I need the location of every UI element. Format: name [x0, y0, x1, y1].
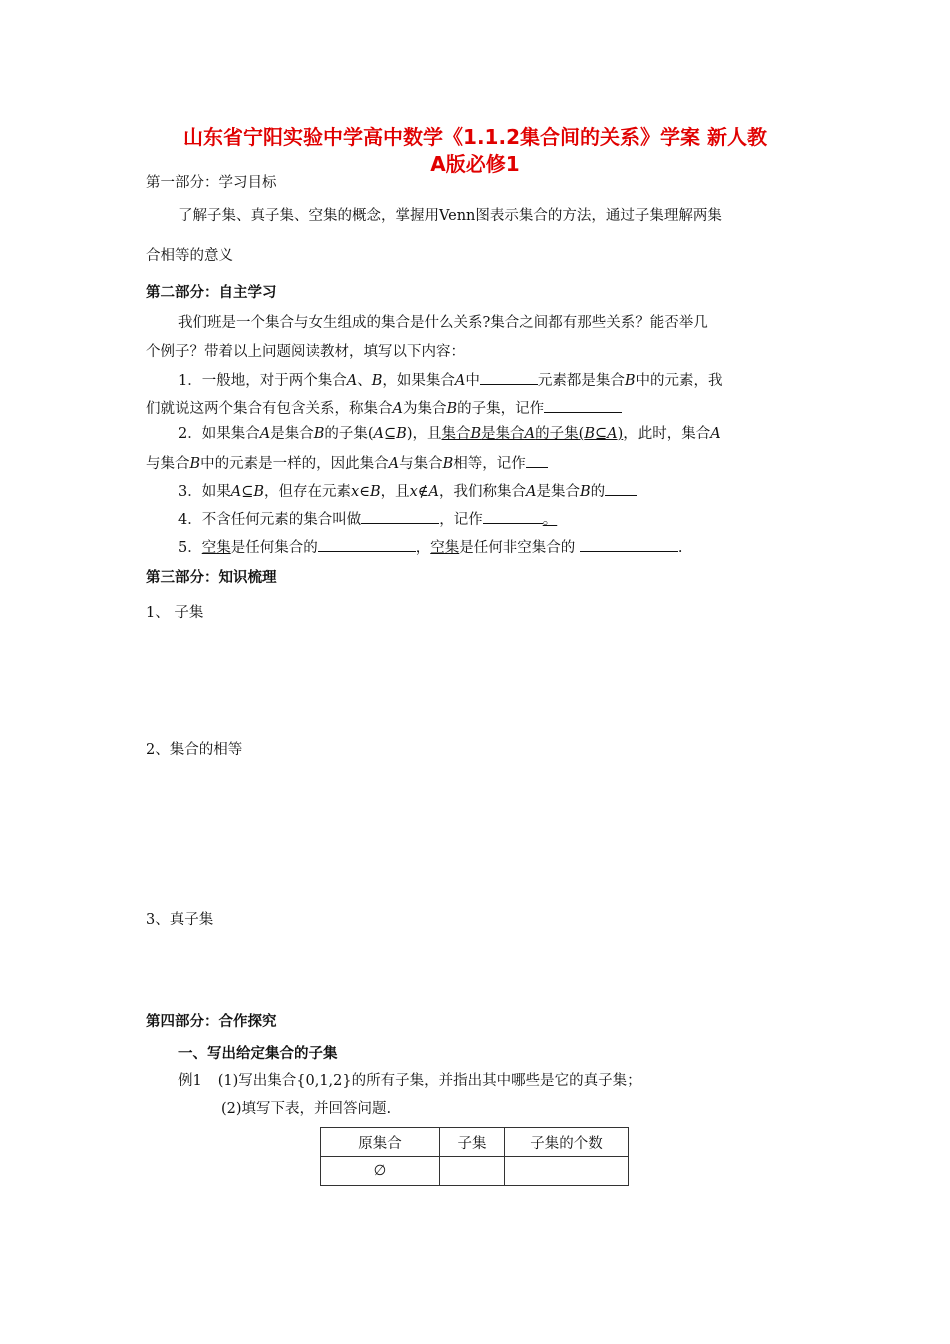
fill-blank[interactable] [361, 508, 439, 524]
fill-blank[interactable] [318, 536, 416, 552]
part2-intro-line1: 我们班是一个集合与女生组成的集合是什么关系?集合之间都有那些关系？能否举几 [178, 315, 708, 331]
part1-text-line2: 合相等的意义 [146, 248, 233, 264]
part3-heading: 第三部分：知识梳理 [146, 570, 277, 586]
part4-heading: 第四部分：合作探究 [146, 1014, 277, 1030]
fill-blank[interactable] [605, 480, 637, 496]
item5-line: 5．空集是任何集合的 ，空集是任何非空集合的 . [178, 536, 682, 558]
document-title-line1: 山东省宁阳实验中学高中数学《1.1.2集合间的关系》学案 新人教 [183, 125, 767, 149]
part3-proper-subset: 3、真子集 [146, 912, 214, 928]
table-cell[interactable] [440, 1157, 505, 1186]
table-cell: ∅ [321, 1157, 440, 1186]
example1-line2: (2)填写下表，并回答问题. [221, 1101, 392, 1117]
part1-text-line1: 了解子集、真子集、空集的概念，掌握用Venn图表示集合的方法，通过子集理解两集 [178, 208, 722, 224]
item2-line2: 与集合B中的元素是一样的，因此集合A与集合B相等，记作 [146, 452, 548, 474]
item2-line1: 2．如果集合A是集合B的子集(A⊆B)，且集合B是集合A的子集(B⊆A)，此时，集合A [178, 426, 721, 442]
part2-intro-line2: 个例子？带着以上问题阅读教材，填写以下内容： [146, 344, 465, 360]
subset-table [320, 1127, 629, 1186]
part4-subheading: 一、写出给定集合的子集 [178, 1046, 338, 1062]
item3-line: 3．如果A⊆B，但存在元素x∈B，且x∉A，我们称集合A是集合B的 [178, 480, 637, 502]
table-cell[interactable] [505, 1157, 629, 1186]
table-row [321, 1157, 629, 1186]
part3-equality: 2、集合的相等 [146, 742, 243, 758]
fill-blank[interactable] [580, 536, 678, 552]
part3-subset: 1、 子集 [146, 605, 204, 621]
table-header-cell: 子集 [440, 1128, 505, 1157]
table-header-cell: 原集合 [321, 1128, 440, 1157]
example1-line1: 例1 (1)写出集合{0,1,2}的所有子集，并指出其中哪些是它的真子集； [178, 1073, 642, 1089]
document-title-line2: A版必修1 [430, 152, 520, 176]
fill-blank[interactable] [480, 369, 538, 385]
table-header-cell: 子集的个数 [505, 1128, 629, 1157]
fill-blank[interactable] [544, 397, 622, 413]
item4-line: 4．不含任何元素的集合叫做 ，记作 。 [178, 508, 557, 530]
item1-line1: 1．一般地，对于两个集合A、B，如果集合A中 元素都是集合B中的元素，我 [178, 369, 723, 391]
part1-heading: 第一部分：学习目标 [146, 175, 277, 191]
fill-blank[interactable] [483, 508, 543, 524]
table-header-row [321, 1128, 629, 1157]
item1-line2: 们就说这两个集合有包含关系，称集合A为集合B的子集，记作 [146, 397, 622, 419]
part2-heading: 第二部分：自主学习 [146, 285, 277, 301]
fill-blank[interactable] [526, 452, 548, 468]
